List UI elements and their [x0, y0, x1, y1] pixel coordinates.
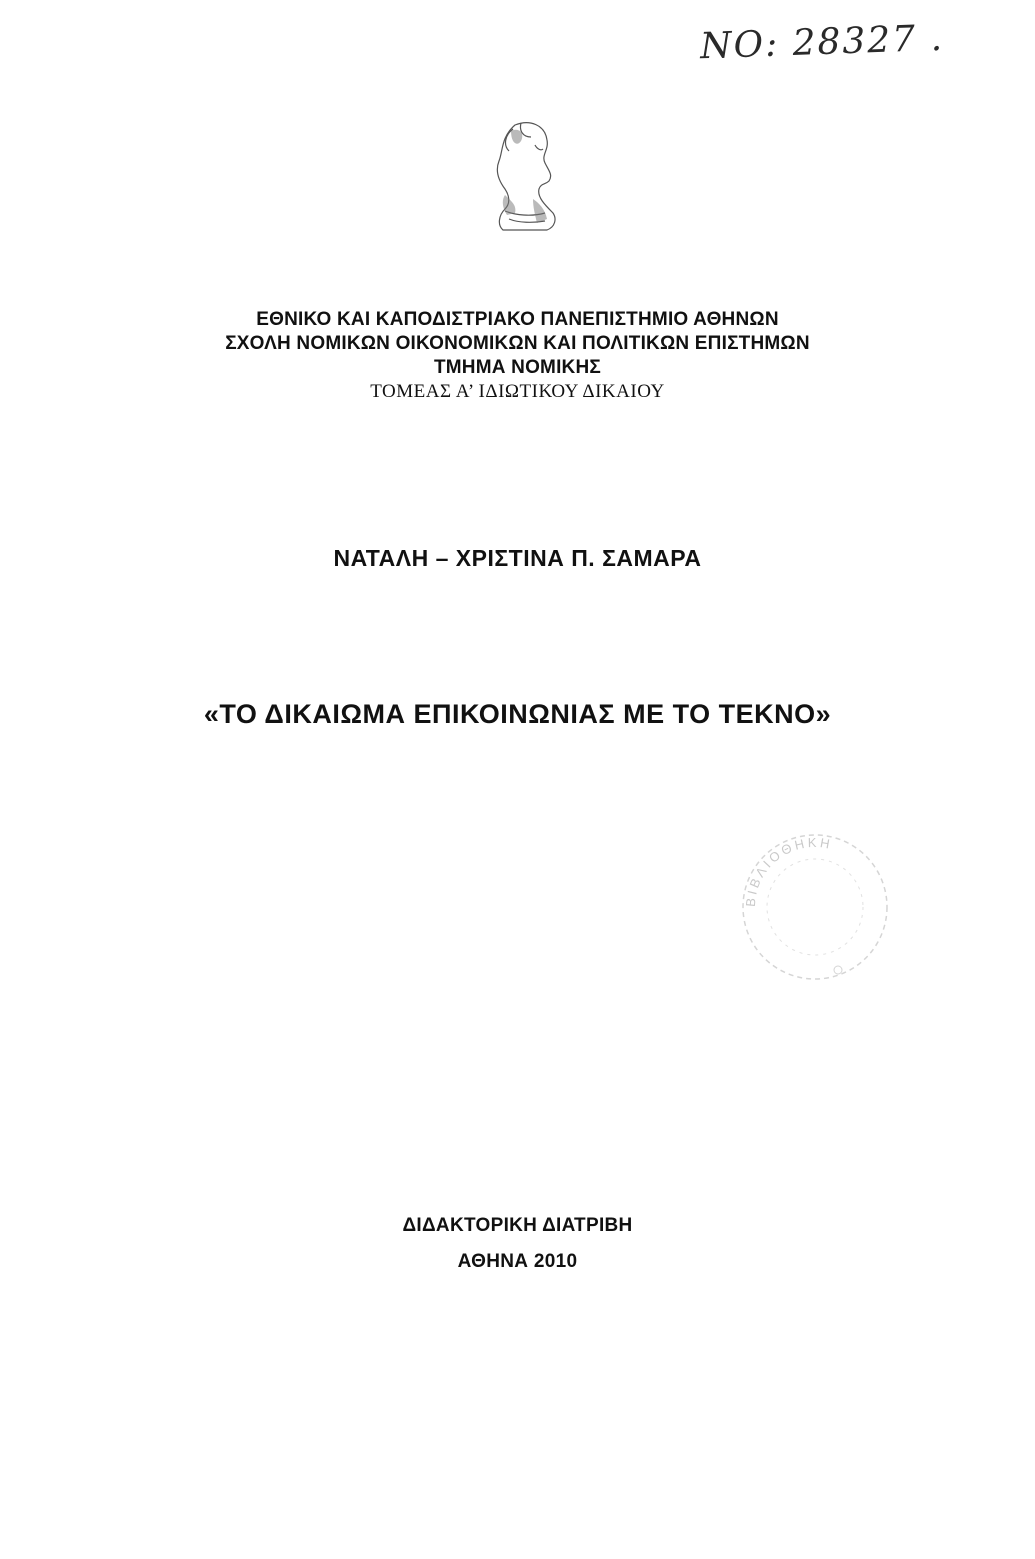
- author-name: ΝΑΤΑΛΗ – ΧΡΙΣΤΙΝΑ Π. ΣΑΜΑΡΑ: [333, 545, 702, 571]
- sector-name: ΤΟΜΕΑΣ Α’ ΙΔΙΩΤΙΚΟΥ ΔΙΚΑΙΟΥ: [370, 381, 665, 402]
- document-type: ΔΙΔΑΚΤΟΡΙΚΗ ΔΙΑΤΡΙΒΗ: [402, 1215, 633, 1236]
- place-and-year: ΑΘΗΝΑ 2010: [457, 1251, 578, 1272]
- department-name: ΤΜΗΜΑ ΝΟΜΙΚΗΣ: [433, 357, 602, 378]
- thesis-title: «ΤΟ ΔΙΚΑΙΩΜΑ ΕΠΙΚΟΙΝΩΝΙΑΣ ΜΕ ΤΟ ΤΕΚΝΟ»: [203, 699, 832, 729]
- university-name: ΕΘΝΙΚΟ ΚΑΙ ΚΑΠΟΔΙΣΤΡΙΑΚΟ ΠΑΝΕΠΙΣΤΗΜΙΟ ΑΘΗΝΩΝ: [256, 309, 779, 330]
- library-stamp-icon: [730, 822, 900, 992]
- stamp-text: ΒΙΒΛΙΟΘΗΚΗ: [742, 834, 834, 908]
- document-footer: [0, 1208, 1035, 1280]
- registry-number-annotation: NO: 28327 .: [699, 17, 945, 68]
- athena-head-emblem-icon: [475, 115, 575, 235]
- school-name: ΣΧΟΛΗ ΝΟΜΙΚΩΝ ΟΙΚΟΝΟΜΙΚΩΝ ΚΑΙ ΠΟΛΙΤΙΚΩΝ ΕΠΙΣΤΗΜΩΝ: [225, 333, 810, 354]
- institution-header: [0, 308, 1035, 404]
- svg-text:ΒΙΒΛΙΟΘΗΚΗ: [743, 835, 834, 907]
